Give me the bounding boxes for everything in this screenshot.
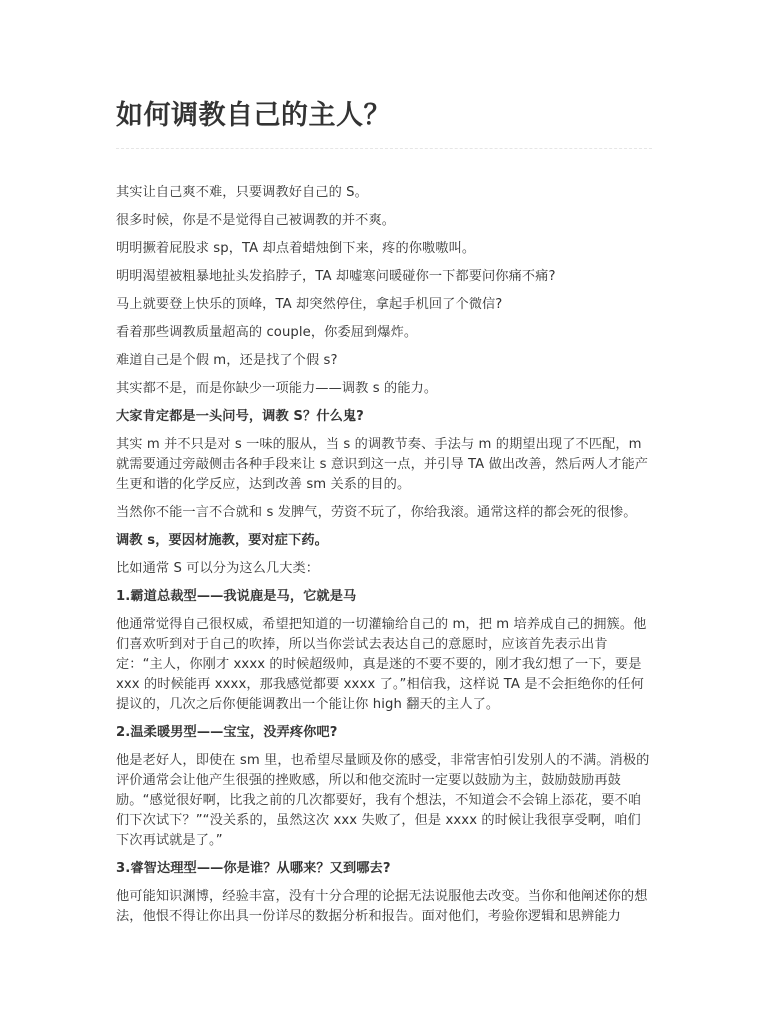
paragraph: 比如通常 S 可以分为这么几大类：	[116, 561, 320, 576]
paragraph: 马上就要登上快乐的顶峰，TA 却突然停住，拿起手机回了个微信?	[116, 297, 503, 312]
paragraph: 其实都不是，而是你缺少一项能力——调教 s 的能力。	[116, 381, 438, 396]
paragraph: 明明渴望被粗暴地扯头发掐脖子，TA 却嘘寒问暖碰你一下都要问你痛不痛?	[116, 269, 556, 284]
paragraph: 很多时候，你是不是觉得自己被调教的并不爽。	[116, 213, 396, 228]
section-heading: 3.睿智达理型——你是谁？从哪来？又到哪去?	[116, 861, 391, 876]
paragraph: 他可能知识渊博，经验丰富，没有十分合理的论据无法说服他去改变。当你和他阐述你的想法，他恨不得让你出具一份详尽的数据分析和报告。面对他们，考验你逻辑和思辨能力	[116, 889, 648, 924]
paragraph: 明明撅着屁股求 sp，TA 却点着蜡烛倒下来，疼的你嗷嗷叫。	[116, 241, 476, 256]
paragraph: 看着那些调教质量超高的 couple，你委屈到爆炸。	[116, 325, 418, 340]
paragraph: 其实 m 并不只是对 s 一味的服从，当 s 的调教节奏、手法与 m 的期望出现了不匹配，m 就需要通过旁敲侧击各种手段来让 s 意识到这一点，并引导 TA 做出改善，然后两人才能产生更和谐的化学反应，达到改善 sm 关系的目的。	[116, 437, 649, 492]
paragraph: 其实让自己爽不难，只要调教好自己的 S。	[116, 185, 368, 200]
article-body	[116, 183, 652, 927]
paragraph: 难道自己是个假 m，还是找了个假 s?	[116, 353, 338, 368]
article-title: 如何调教自己的主人？	[116, 100, 391, 131]
section-heading: 2.温柔暖男型——宝宝，没弄疼你吧?	[116, 725, 338, 740]
paragraph: 当然你不能一言不合就和 s 发脾气，劳资不玩了，你给我滚。通常这样的都会死的很惨。	[116, 505, 637, 520]
paragraph: 他通常觉得自己很权威，希望把知道的一切灌输给自己的 m，把 m 培养成自己的拥簇。他们喜欢听到对于自己的吹捧，所以当你尝试去表达自己的意愿时，应该首先表示出肯定：“主人，你刚才 xxxx 的时候超级帅，真是迷的不要不要的，刚才我幻想了一下，要是 xxx 的时候能再 xxxx，那我感觉都要 xxxx 了。”相信我，这样说 TA 是不会拒绝你的任何提议的，几次之后你便能调教出一个能让你 high 翻天的主人了。	[116, 617, 647, 712]
section-heading: 1.霸道总裁型——我说鹿是马，它就是马	[116, 589, 357, 604]
bold-heading: 调教 s，要因材施教，要对症下药。	[116, 533, 328, 548]
title-divider	[116, 148, 652, 149]
bold-heading: 大家肯定都是一头问号，调教 S？什么鬼?	[116, 409, 364, 424]
paragraph: 他是老好人，即使在 sm 里，也希望尽量顾及你的感受，非常害怕引发别人的不满。消极的评价通常会让他产生很强的挫败感，所以和他交流时一定要以鼓励为主，鼓励鼓励再鼓励。“感觉很好啊，比我之前的几次都要好，我有个想法，不知道会不会锦上添花，要不咱们下次试下？”“没关系的，虽然这次 xxx 失败了，但是 xxxx 的时候让我很享受啊，咱们下次再试就是了。”	[116, 753, 650, 848]
